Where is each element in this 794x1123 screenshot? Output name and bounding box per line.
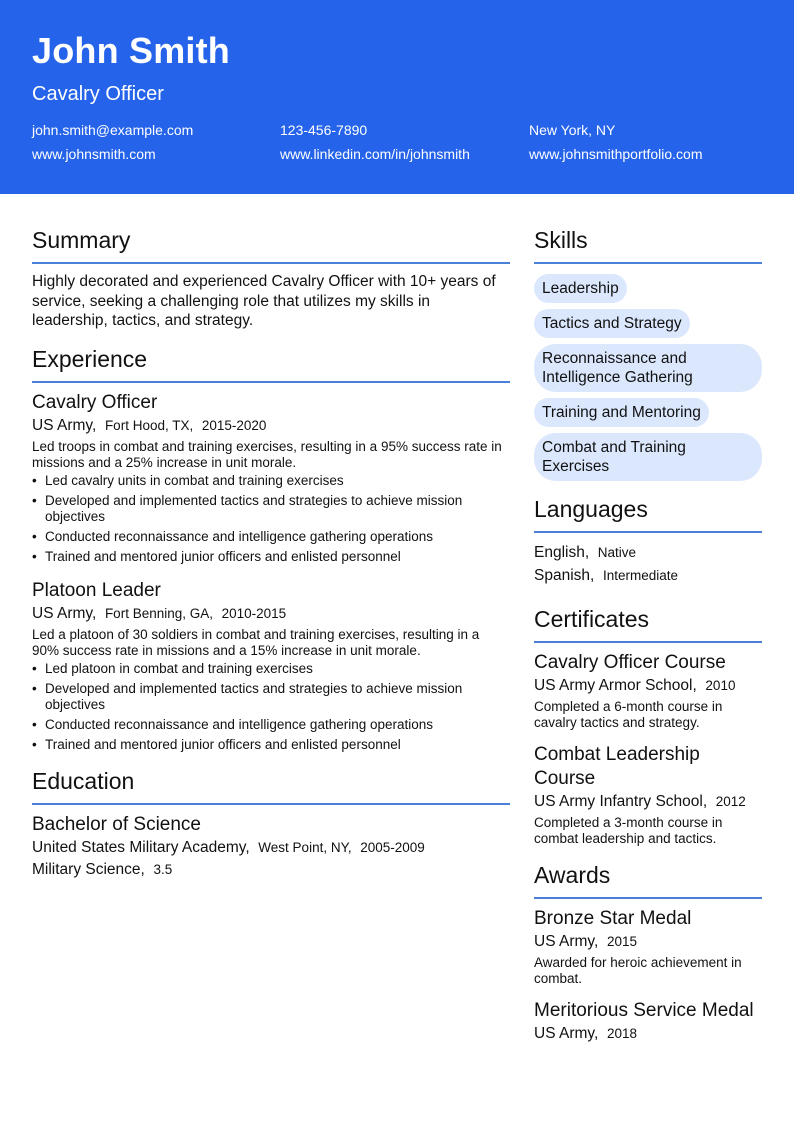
job-org: US Army, — [32, 604, 97, 622]
gpa-value: 3.5 — [153, 861, 173, 877]
job-dates: 2015-2020 — [201, 417, 267, 433]
certificate-description: Completed a 6-month course in cavalry tactics and strategy. — [534, 699, 723, 730]
certificate-meta — [534, 791, 762, 813]
list-item: • Led platoon in combat and training exercises — [32, 660, 313, 676]
education-meta — [32, 837, 510, 859]
bullet-icon: • — [32, 548, 37, 564]
bullet-icon: • — [32, 660, 37, 676]
language-level: Intermediate — [602, 568, 678, 583]
section-divider — [534, 531, 762, 533]
linkedin-link[interactable]: www.linkedin.com/in/johnsmith — [280, 146, 470, 162]
location-text: New York, NY — [529, 122, 616, 138]
job-meta — [32, 415, 510, 437]
job-location: Fort Hood, TX, — [104, 417, 194, 433]
job-entry — [32, 579, 510, 753]
certificate-meta — [534, 675, 762, 697]
language-name: Spanish, — [534, 567, 595, 584]
job-description: Led troops in combat and training exercises, resulting in a 95% success rate in missions and a 25% increase in unit morale. — [32, 438, 502, 470]
skill-tag: Leadership — [534, 274, 627, 303]
section-divider — [32, 381, 510, 383]
award-meta — [534, 931, 762, 953]
section-divider — [534, 262, 762, 264]
section-divider — [32, 262, 510, 264]
bullet-icon: • — [32, 680, 37, 696]
language-name: English, — [534, 544, 590, 561]
section-divider — [534, 897, 762, 899]
job-title: Platoon Leader — [32, 579, 161, 601]
candidate-name: John Smith — [32, 30, 230, 71]
field-of-study: Military Science, — [32, 860, 145, 878]
skill-tag: Reconnaissance and Intelligence Gathering — [534, 344, 762, 392]
certificate-org: US Army Infantry School, — [534, 793, 708, 810]
list-item: • Led cavalry units in combat and training exercises — [32, 472, 344, 488]
award-org: US Army, — [534, 1025, 599, 1042]
job-bullets — [32, 661, 510, 753]
job-meta — [32, 603, 510, 625]
portfolio-link[interactable]: www.johnsmithportfolio.com — [529, 146, 703, 162]
certificate-year: 2010 — [705, 678, 736, 693]
email-link[interactable]: john.smith@example.com — [32, 122, 194, 138]
bullet-icon: • — [32, 716, 37, 732]
job-org: US Army, — [32, 416, 97, 434]
job-entry — [32, 391, 510, 565]
bullet-icon: • — [32, 736, 37, 752]
candidate-role: Cavalry Officer — [32, 83, 164, 105]
award-org: US Army, — [534, 933, 599, 950]
job-bullets — [32, 473, 510, 565]
summary-text: Highly decorated and experienced Cavalry Officer with 10+ years of service, seeking a challenging role that utilizes my skills in leadership, tactics, and strategy. — [32, 273, 496, 329]
certificate-title: Combat Leadership Course — [534, 744, 700, 789]
skills-section — [534, 226, 762, 481]
certificate-year: 2012 — [715, 794, 746, 809]
skill-tag: Tactics and Strategy — [534, 309, 690, 338]
list-item: • Conducted reconnaissance and intelligence gathering operations — [32, 716, 434, 732]
bullet-icon: • — [32, 528, 37, 544]
education-dates: 2005-2009 — [360, 839, 425, 855]
languages-section — [534, 495, 762, 587]
awards-section — [534, 861, 762, 1045]
list-item: • Developed and implemented tactics and strategies to achieve mission objectives — [32, 492, 463, 524]
list-item: • Developed and implemented tactics and strategies to achieve mission objectives — [32, 680, 463, 712]
bullet-icon: • — [32, 492, 37, 508]
main-column — [32, 226, 510, 881]
award-year: 2018 — [606, 1026, 637, 1041]
resume-header — [0, 0, 794, 194]
education-heading: Education — [32, 767, 135, 794]
award-year: 2015 — [606, 934, 637, 949]
language-level: Native — [597, 545, 637, 560]
section-divider — [534, 641, 762, 643]
award-title: Meritorious Service Medal — [534, 1000, 754, 1021]
certificates-section — [534, 605, 762, 847]
award-description: Awarded for heroic achievement in combat. — [534, 955, 742, 986]
list-item: • Conducted reconnaissance and intelligence gathering operations — [32, 528, 434, 544]
job-description: Led a platoon of 30 soldiers in combat and training exercises, resulting in a 90% success rate in missions and a 15% increase in unit morale. — [32, 626, 480, 658]
experience-heading: Experience — [32, 345, 148, 372]
certificates-heading: Certificates — [534, 606, 650, 632]
award-meta — [534, 1023, 762, 1045]
experience-section — [32, 345, 510, 753]
award-title: Bronze Star Medal — [534, 908, 692, 929]
languages-heading: Languages — [534, 496, 648, 522]
side-column — [534, 226, 762, 1055]
list-item: • Trained and mentored junior officers and enlisted personnel — [32, 736, 401, 752]
summary-section — [32, 226, 510, 331]
skill-tag: Combat and Training Exercises — [534, 433, 762, 481]
bullet-icon: • — [32, 472, 37, 488]
phone-number: 123-456-7890 — [280, 122, 368, 138]
website-link[interactable]: www.johnsmith.com — [32, 146, 156, 162]
job-location: Fort Benning, GA, — [104, 605, 213, 621]
summary-heading: Summary — [32, 227, 131, 253]
skills-heading: Skills — [534, 227, 588, 253]
job-title: Cavalry Officer — [32, 391, 158, 413]
language-item — [534, 541, 762, 564]
certificate-org: US Army Armor School, — [534, 677, 697, 694]
school-location: West Point, NY, — [258, 839, 352, 855]
degree-title: Bachelor of Science — [32, 813, 201, 835]
list-item: • Trained and mentored junior officers and enlisted personnel — [32, 548, 401, 564]
education-field — [32, 859, 510, 881]
certificate-description: Completed a 3-month course in combat leadership and tactics. — [534, 815, 723, 846]
school-name: United States Military Academy, — [32, 838, 250, 856]
awards-heading: Awards — [534, 862, 611, 888]
section-divider — [32, 803, 510, 805]
certificate-title: Cavalry Officer Course — [534, 652, 726, 673]
language-item — [534, 564, 762, 587]
education-section — [32, 767, 510, 881]
job-dates: 2010-2015 — [221, 605, 287, 621]
skill-tag: Training and Mentoring — [534, 398, 709, 427]
